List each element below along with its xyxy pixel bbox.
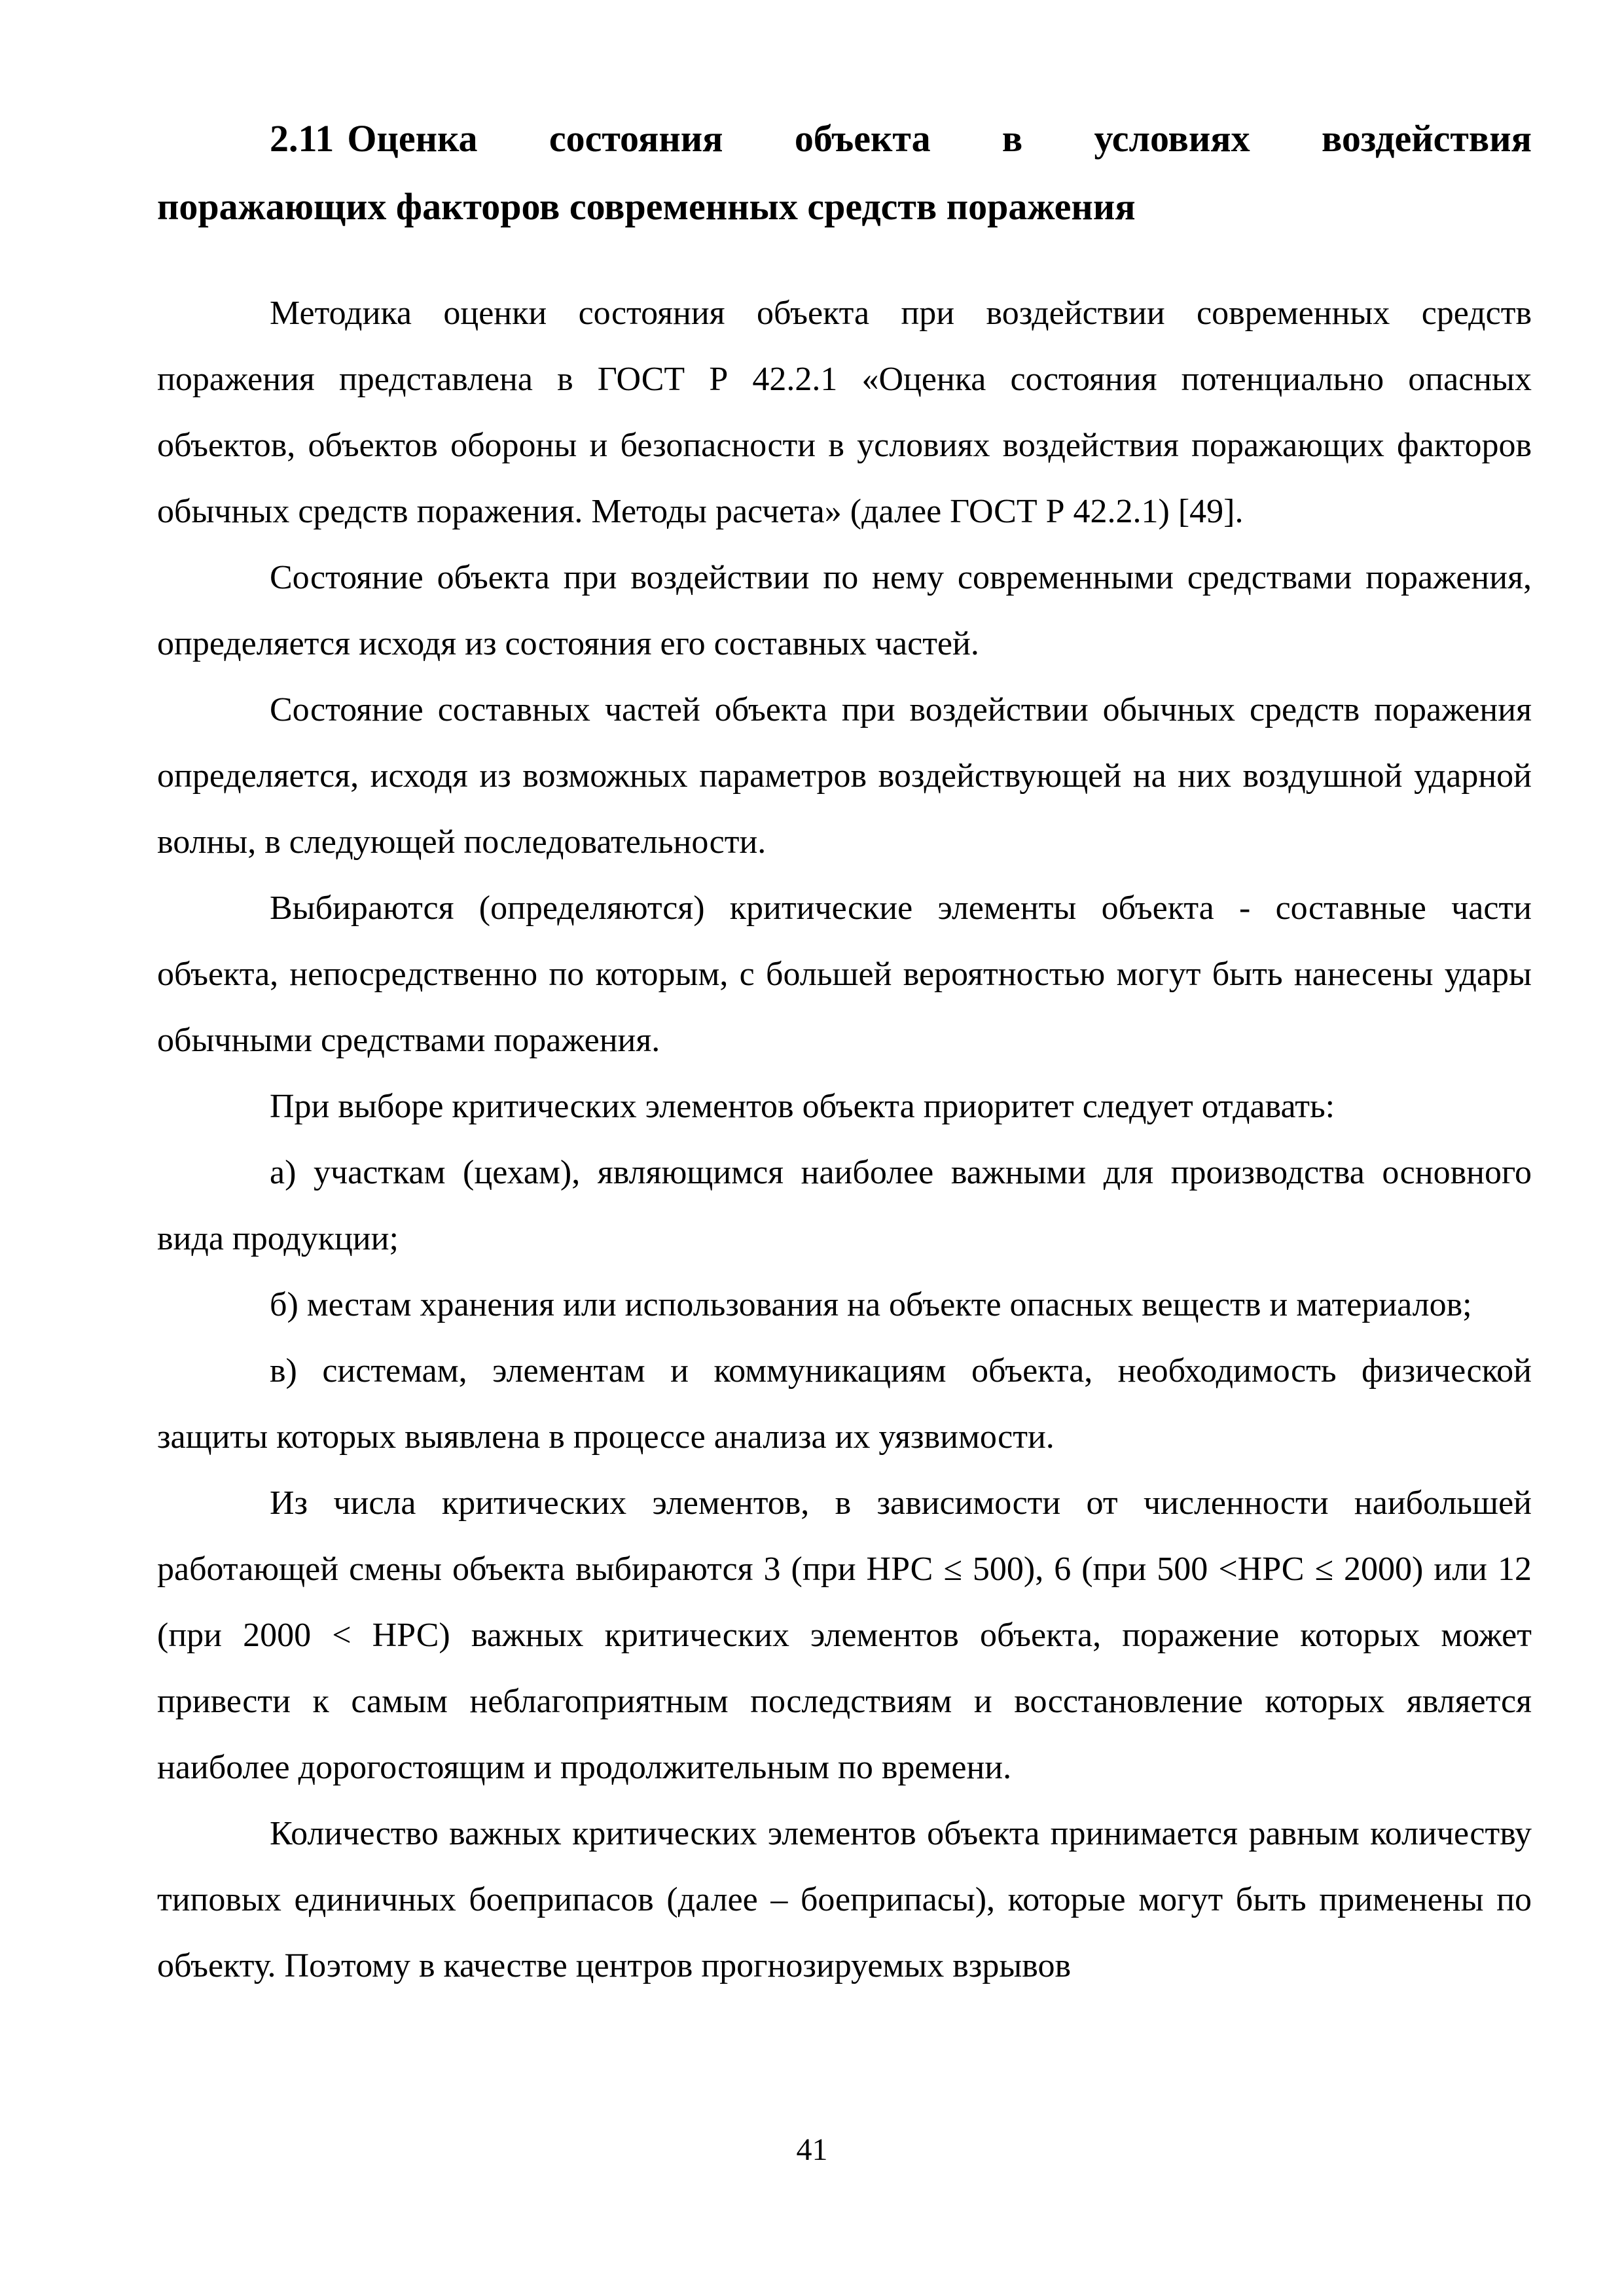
list-item-b: б) местам хранения или использования на объекте опасных веществ и материалов;	[270, 1286, 1472, 1323]
list-item-c: в) системам, элементам и коммуникациям объекта, необходимость физической защиты которых выявлена в процессе анализа их уязвимости.	[157, 1352, 1532, 1456]
paragraph: Состояние составных частей объекта при воздействии обычных средств поражения определяется, исходя из возможных параметров воздействующей на них воздушной ударной волны, в следующей последовательности.	[157, 691, 1532, 861]
section-heading-line1	[157, 105, 1532, 173]
document-body	[157, 280, 1532, 1999]
paragraph: Методика оценки состояния объекта при воздействии современных средств поражения представлена в ГОСТ Р 42.2.1 «Оценка состояния потенциально опасных объектов, объектов обороны и безопасности в условиях воздействия поражающих факторов обычных средств поражения. Методы расчета» (далее ГОСТ Р 42.2.1) [49].	[157, 295, 1532, 530]
paragraph: Выбираются (определяются) критические элементы объекта - составные части объекта, непосредственно по которым, с большей вероятностью могут быть нанесены удары обычными средствами поражения.	[157, 889, 1532, 1059]
paragraph: Количество важных критических элементов объекта принимается равным количеству типовых единичных боеприпасов (далее – боеприпасы), которые могут быть применены по объекту. Поэтому в качестве центров прогнозируемых взрывов	[157, 1815, 1532, 1984]
list-item-a: а) участкам (цехам), являющимся наиболее важными для производства основного вида продукции;	[157, 1154, 1532, 1257]
paragraph: При выборе критических элементов объекта приоритет следует отдавать:	[270, 1088, 1335, 1125]
document-page	[157, 105, 1532, 1999]
page-number: 41	[796, 2132, 828, 2167]
paragraph: Из числа критических элементов, в зависимости от численности наибольшей работающей смены объекта выбираются 3 (при НРС ≤ 500), 6 (при 500 <НРС ≤ 2000) или 12 (при 2000 < НРС) важных критических элементов объекта, поражение которых может привести к самым неблагоприятным последствиям и восстановление которых является наиболее дорогостоящим и продолжительным по времени.	[157, 1484, 1532, 1786]
section-title-part1: Оценка состояния объекта в условиях воздействия	[347, 117, 1532, 160]
section-heading	[157, 105, 1532, 241]
section-number: 2.11	[270, 117, 334, 160]
paragraph: Состояние объекта при воздействии по нему современными средствами поражения, определяется исходя из состояния его составных частей.	[157, 559, 1532, 662]
section-title-part2: поражающих факторов современных средств поражения	[157, 185, 1136, 228]
